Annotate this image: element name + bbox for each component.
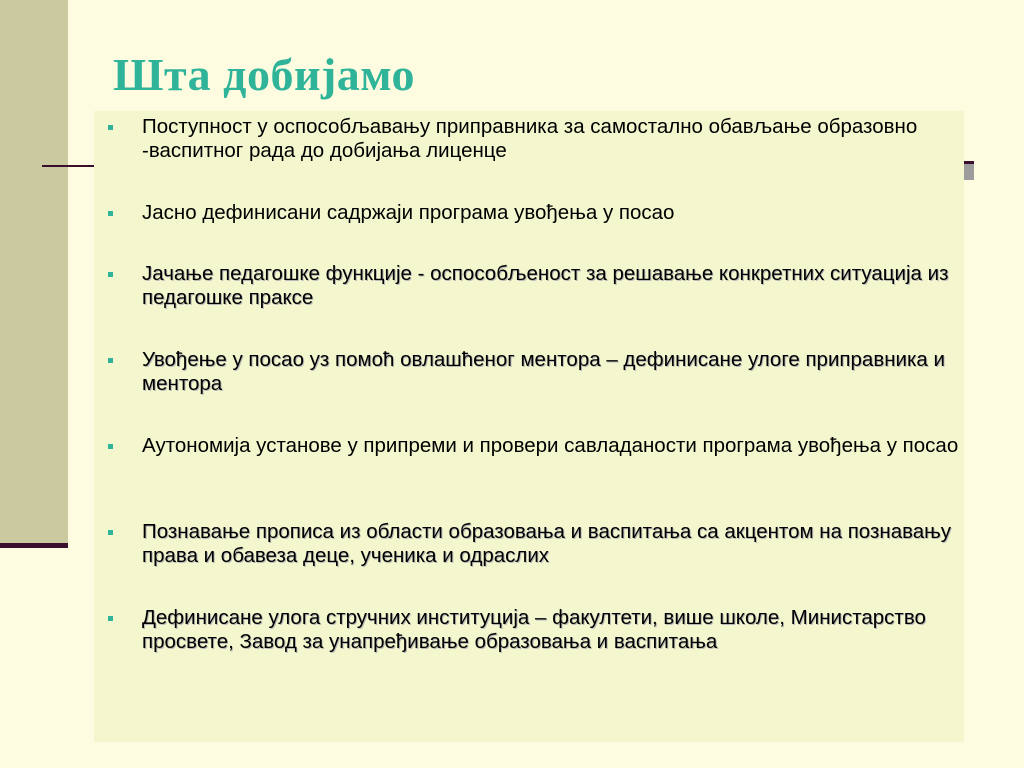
title-divider-line — [42, 165, 94, 167]
bullet-text: Јачање педагошке функције - оспособљеност за решавање конкретних ситуација из педагошке праксе — [142, 262, 949, 309]
bullet-text: Дефинисане улога стручних институција – факултети, више школе, Министарство просвете, Завод за унапређивање образовања и васпитања — [142, 606, 926, 653]
left-decorative-bar — [0, 0, 68, 548]
square-bullet-icon — [108, 358, 113, 363]
bullet-text: Јасно дефинисани садржаји програма увођења у посао — [142, 201, 675, 224]
square-bullet-icon — [108, 444, 113, 449]
bullet-text: Поступност у оспособљавању приправника за самостално обављање образовно -васпитног рада до добијања лиценце — [142, 115, 918, 162]
square-bullet-icon — [108, 272, 113, 277]
square-bullet-icon — [108, 211, 113, 216]
square-bullet-icon — [108, 125, 113, 130]
bullet-text: Увођење у посао уз помоћ овлашћеног ментора – дефинисане улоге приправника и ментора — [142, 348, 945, 395]
bullet-text: Познавање прописа из области образовања и васпитања са акцентом на познавању права и обавеза деце, ученика и одраслих — [142, 520, 952, 567]
bullet-text: Аутономија установе у припреми и провери савладаности програма увођења у посао — [142, 434, 959, 457]
square-bullet-icon — [108, 530, 113, 535]
right-divider-shadow — [964, 164, 974, 180]
slide-title: Шта добијамо — [113, 49, 415, 100]
content-box — [94, 111, 964, 742]
square-bullet-icon — [108, 616, 113, 621]
left-bar-accent-line — [0, 543, 68, 548]
